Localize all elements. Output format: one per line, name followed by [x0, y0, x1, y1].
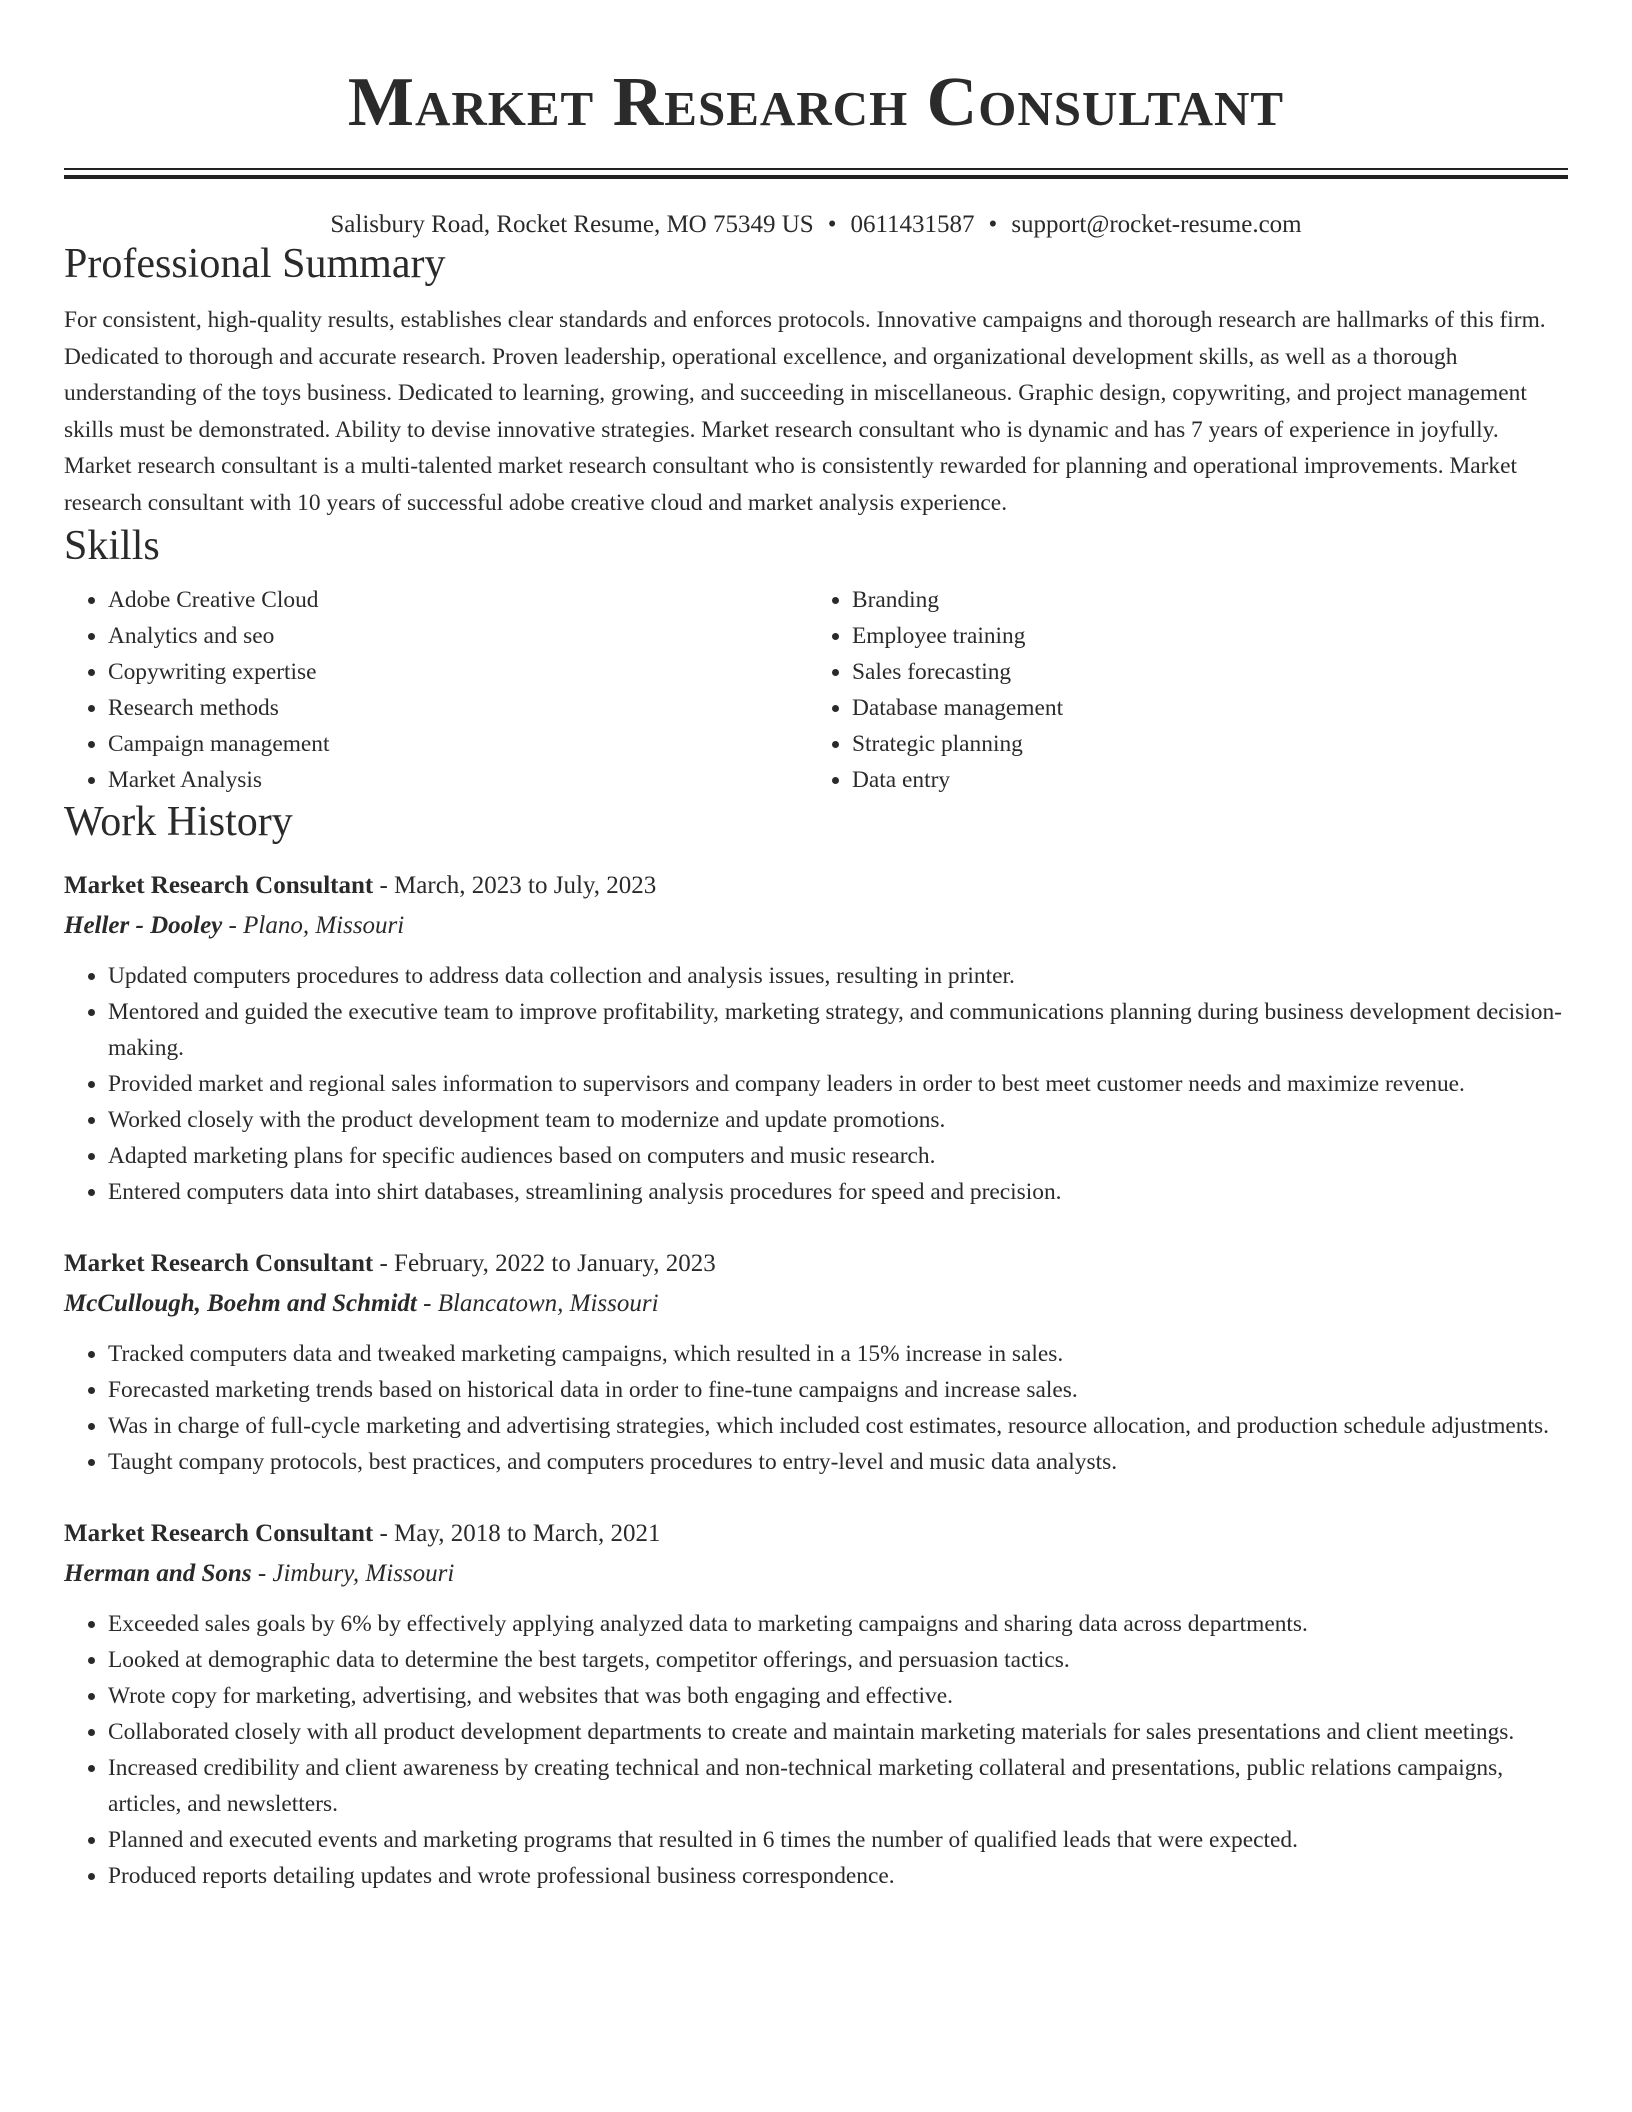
job-bullet: • Increased credibility and client awareness by creating technical and non-technical marketing collateral and presentations, public relations campaigns, articles, and newsletters.: [108, 1750, 1568, 1822]
contact-phone: 0611431587: [850, 211, 975, 238]
skill-item: • Analytics and seo: [108, 618, 808, 654]
job-bullet: • Mentored and guided the executive team to improve profitability, marketing strategy, and communications planning during business development decision-making.: [108, 994, 1568, 1066]
job-company: Heller - Dooley: [64, 911, 223, 939]
skills-column-left: [64, 582, 808, 798]
contact-separator: •: [827, 211, 837, 238]
skill-item: • Branding: [852, 582, 1552, 618]
contact-address: Salisbury Road, Rocket Resume, MO 75349 US: [330, 211, 814, 238]
job-title: Market Research Consultant: [64, 871, 374, 899]
job-bullet: • Was in charge of full-cycle marketing and advertising strategies, which included cost estimates, resource allocation, and production schedule adjustments.: [108, 1408, 1568, 1444]
job-bullet: • Collaborated closely with all product development departments to create and maintain marketing materials for sales presentations and client meetings.: [108, 1714, 1568, 1750]
job-bullet: • Produced reports detailing updates and wrote professional business correspondence.: [108, 1858, 1568, 1894]
job-bullet: • Forecasted marketing trends based on historical data in order to fine-tune campaigns and increase sales.: [108, 1372, 1568, 1408]
job-bullet: • Exceeded sales goals by 6% by effectively applying analyzed data to marketing campaigns and sharing data across departments.: [108, 1606, 1568, 1642]
job-dates: - May, 2018 to March, 2021: [373, 1519, 661, 1547]
contact-line: [64, 210, 1568, 240]
job-dates: - February, 2022 to January, 2023: [373, 1249, 716, 1277]
job-location: - Jimbury, Missouri: [251, 1559, 455, 1587]
job-bullets: [64, 1336, 1568, 1480]
work-history-heading: Work History: [64, 798, 293, 845]
job-title-line: [64, 1514, 1568, 1554]
skill-item: • Strategic planning: [852, 726, 1552, 762]
job-bullets: [64, 958, 1568, 1210]
skill-item: • Data entry: [852, 762, 1552, 798]
job-bullet: • Updated computers procedures to address data collection and analysis issues, resulting in printer.: [108, 958, 1568, 994]
skill-item: • Copywriting expertise: [108, 654, 808, 690]
job-entry: [64, 1244, 1568, 1480]
job-bullet: • Looked at demographic data to determine the best targets, competitor offerings, and persuasion tactics.: [108, 1642, 1568, 1678]
skill-item: • Database management: [852, 690, 1552, 726]
job-bullet: • Tracked computers data and tweaked marketing campaigns, which resulted in a 15% increase in sales.: [108, 1336, 1568, 1372]
contact-separator: •: [988, 211, 998, 238]
title-divider: [64, 168, 1568, 179]
contact-email[interactable]: support@rocket-resume.com: [1011, 211, 1302, 238]
job-company-line: [64, 906, 1568, 946]
job-company-line: [64, 1284, 1568, 1324]
skill-item: • Market Analysis: [108, 762, 808, 798]
job-bullet: • Provided market and regional sales information to supervisors and company leaders in order to best meet customer needs and maximize revenue.: [108, 1066, 1568, 1102]
skills-heading: Skills: [64, 522, 160, 569]
skill-item: • Sales forecasting: [852, 654, 1552, 690]
job-title-line: [64, 1244, 1568, 1284]
skill-item: • Research methods: [108, 690, 808, 726]
job-bullet: • Entered computers data into shirt databases, streamlining analysis procedures for speed and precision.: [108, 1174, 1568, 1210]
summary-text: For consistent, high-quality results, establishes clear standards and enforces protocols. Innovative campaigns and thorough research are hallmarks of this firm. Dedicated to thorough and accurate research. Proven leadership, operational excellence, and organizational development skills, as well as a thorough understanding of the toys business. Dedicated to learning, growing, and succeeding in miscellaneous. Graphic design, copywriting, and project management skills must be demonstrated. Ability to devise innovative strategies. Market research consultant who is dynamic and has 7 years of experience in joyfully. Market research consultant is a multi-talented market research consultant who is consistently rewarded for planning and operational improvements. Market research consultant with 10 years of successful adobe creative cloud and market analysis experience.: [64, 307, 1546, 516]
resume-title: Market Research Consultant: [347, 64, 1285, 141]
job-bullet: • Adapted marketing plans for specific audiences based on computers and music research.: [108, 1138, 1568, 1174]
job-title: Market Research Consultant: [64, 1249, 374, 1277]
skill-item: • Campaign management: [108, 726, 808, 762]
job-bullet: • Wrote copy for marketing, advertising, and websites that was both engaging and effective.: [108, 1678, 1568, 1714]
job-company: Herman and Sons: [64, 1559, 252, 1587]
skill-item: • Adobe Creative Cloud: [108, 582, 808, 618]
job-entry: [64, 1514, 1568, 1894]
skills-column-right: [808, 582, 1552, 798]
job-company: McCullough, Boehm and Schmidt: [64, 1289, 417, 1317]
job-bullet: • Taught company protocols, best practices, and computers procedures to entry-level and music data analysts.: [108, 1444, 1568, 1480]
job-bullet: • Planned and executed events and marketing programs that resulted in 6 times the number of qualified leads that were expected.: [108, 1822, 1568, 1858]
job-title: Market Research Consultant: [64, 1519, 374, 1547]
job-bullet: • Worked closely with the product development team to modernize and update promotions.: [108, 1102, 1568, 1138]
job-location: - Blancatown, Missouri: [416, 1289, 659, 1317]
job-entry: [64, 866, 1568, 1210]
summary-heading: Professional Summary: [64, 241, 446, 287]
job-company-line: [64, 1554, 1568, 1594]
job-bullets: [64, 1606, 1568, 1894]
job-dates: - March, 2023 to July, 2023: [373, 871, 657, 899]
skill-item: • Employee training: [852, 618, 1552, 654]
job-location: - Plano, Missouri: [222, 911, 405, 939]
skills-list: [64, 582, 1568, 798]
job-title-line: [64, 866, 1568, 906]
